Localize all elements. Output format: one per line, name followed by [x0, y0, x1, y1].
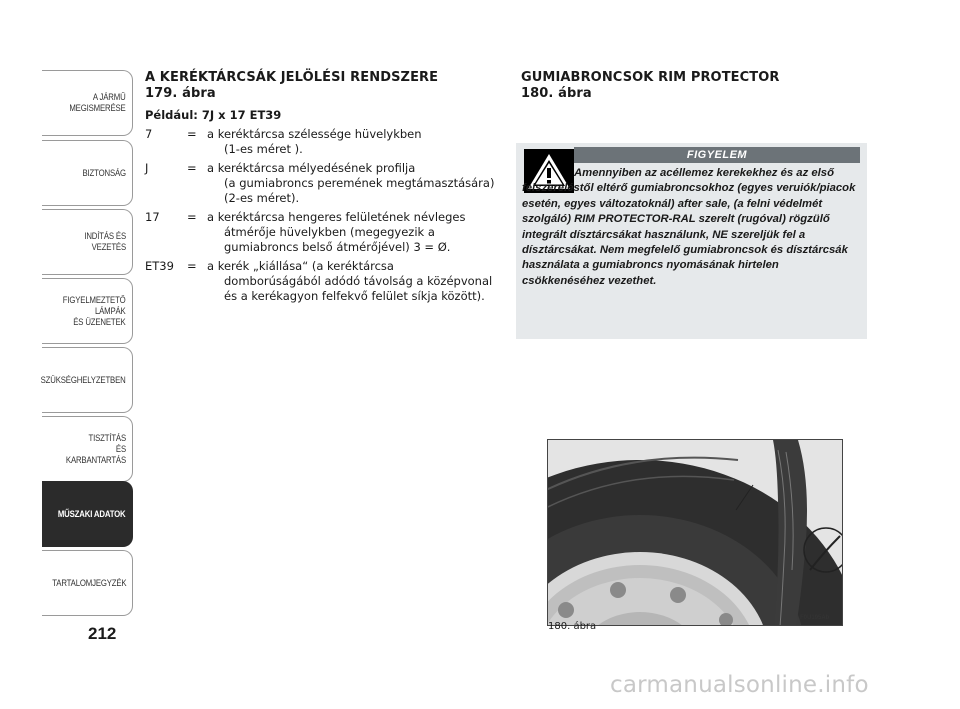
definition-item: ET39 = a kerék „kiállása“ (a keréktárcsa domborúságából adódó távolság a középvonal és a kerékagyon felfekvő felület síkja között).: [145, 259, 493, 303]
figure-code: F0U195Ab: [800, 615, 830, 621]
rim-marking-section: [145, 70, 505, 308]
definition-item: 17 = a keréktárcsa hengeres felületének névleges átmérője hüvelykben (megegyezik a gumiabroncs belső átmérőjével) 3 = Ø.: [145, 210, 466, 254]
figure-rim-protector: [547, 439, 843, 626]
tab-maintenance[interactable]: TISZTÍTÁS ÉS KARBANTARTÁS: [42, 416, 133, 482]
rim-protector-section: [521, 70, 867, 102]
tab-safety[interactable]: BIZTONSÁG: [42, 140, 133, 206]
page-number: 212: [88, 624, 117, 643]
definition-item: 7 = a keréktárcsa szélessége hüvelykben (1-es méret ).: [145, 127, 422, 156]
tab-emergency[interactable]: SZÜKSÉGHELYZETBEN: [42, 347, 133, 413]
tab-starting-driving[interactable]: INDÍTÁS ÉS VEZETÉS: [42, 209, 133, 275]
warning-box: [516, 143, 867, 339]
section-title: A KERÉKTÁRCSÁK JELÖLÉSI RENDSZERE 179. ábra: [145, 70, 439, 101]
warning-header: FIGYELEM: [574, 147, 860, 163]
tab-vehicle-overview[interactable]: A JÁRMŰ MEGISMERÉSE: [42, 70, 133, 136]
example-line: Például: 7J x 17 ET39: [145, 108, 282, 122]
tire-illustration: [548, 440, 843, 626]
tab-technical-data[interactable]: MŰSZAKI ADATOK: [42, 481, 133, 547]
definition-list: [145, 127, 505, 304]
figure-caption: 180. ábra: [548, 621, 597, 632]
watermark: carmanualsonline.info: [610, 672, 869, 698]
section-title: GUMIABRONCSOK RIM PROTECTOR 180. ábra: [521, 70, 780, 101]
warning-text: Amennyiben az acéllemez kerekekhez és az első felszereléstől eltérő gumiabroncsokhoz (egyes veruiók/piacok esetén, egyes változatoknál) after sale, (a felni védelmét szolgáló) RIM PROTECTOR-RAL szerelt (rugóval) rögzülő integrált dísztárcsákat használunk, NE szereljük fel a dísztárcsákat. Nem megfelelő gumiabroncsok és dísztárcsák használata a gumiabroncs nyomásának hirtelen csökkenéséhez vezethet.: [522, 167, 856, 287]
tab-index[interactable]: TARTALOMJEGYZÉK: [42, 550, 133, 616]
definition-item: J = a keréktárcsa mélyedésének profilja (a gumiabroncs peremének megtámasztására) (2-es méret).: [145, 161, 495, 205]
tab-warning-lights[interactable]: FIGYELMEZTETŐ LÁMPÁK ÉS ÜZENETEK: [42, 278, 133, 344]
